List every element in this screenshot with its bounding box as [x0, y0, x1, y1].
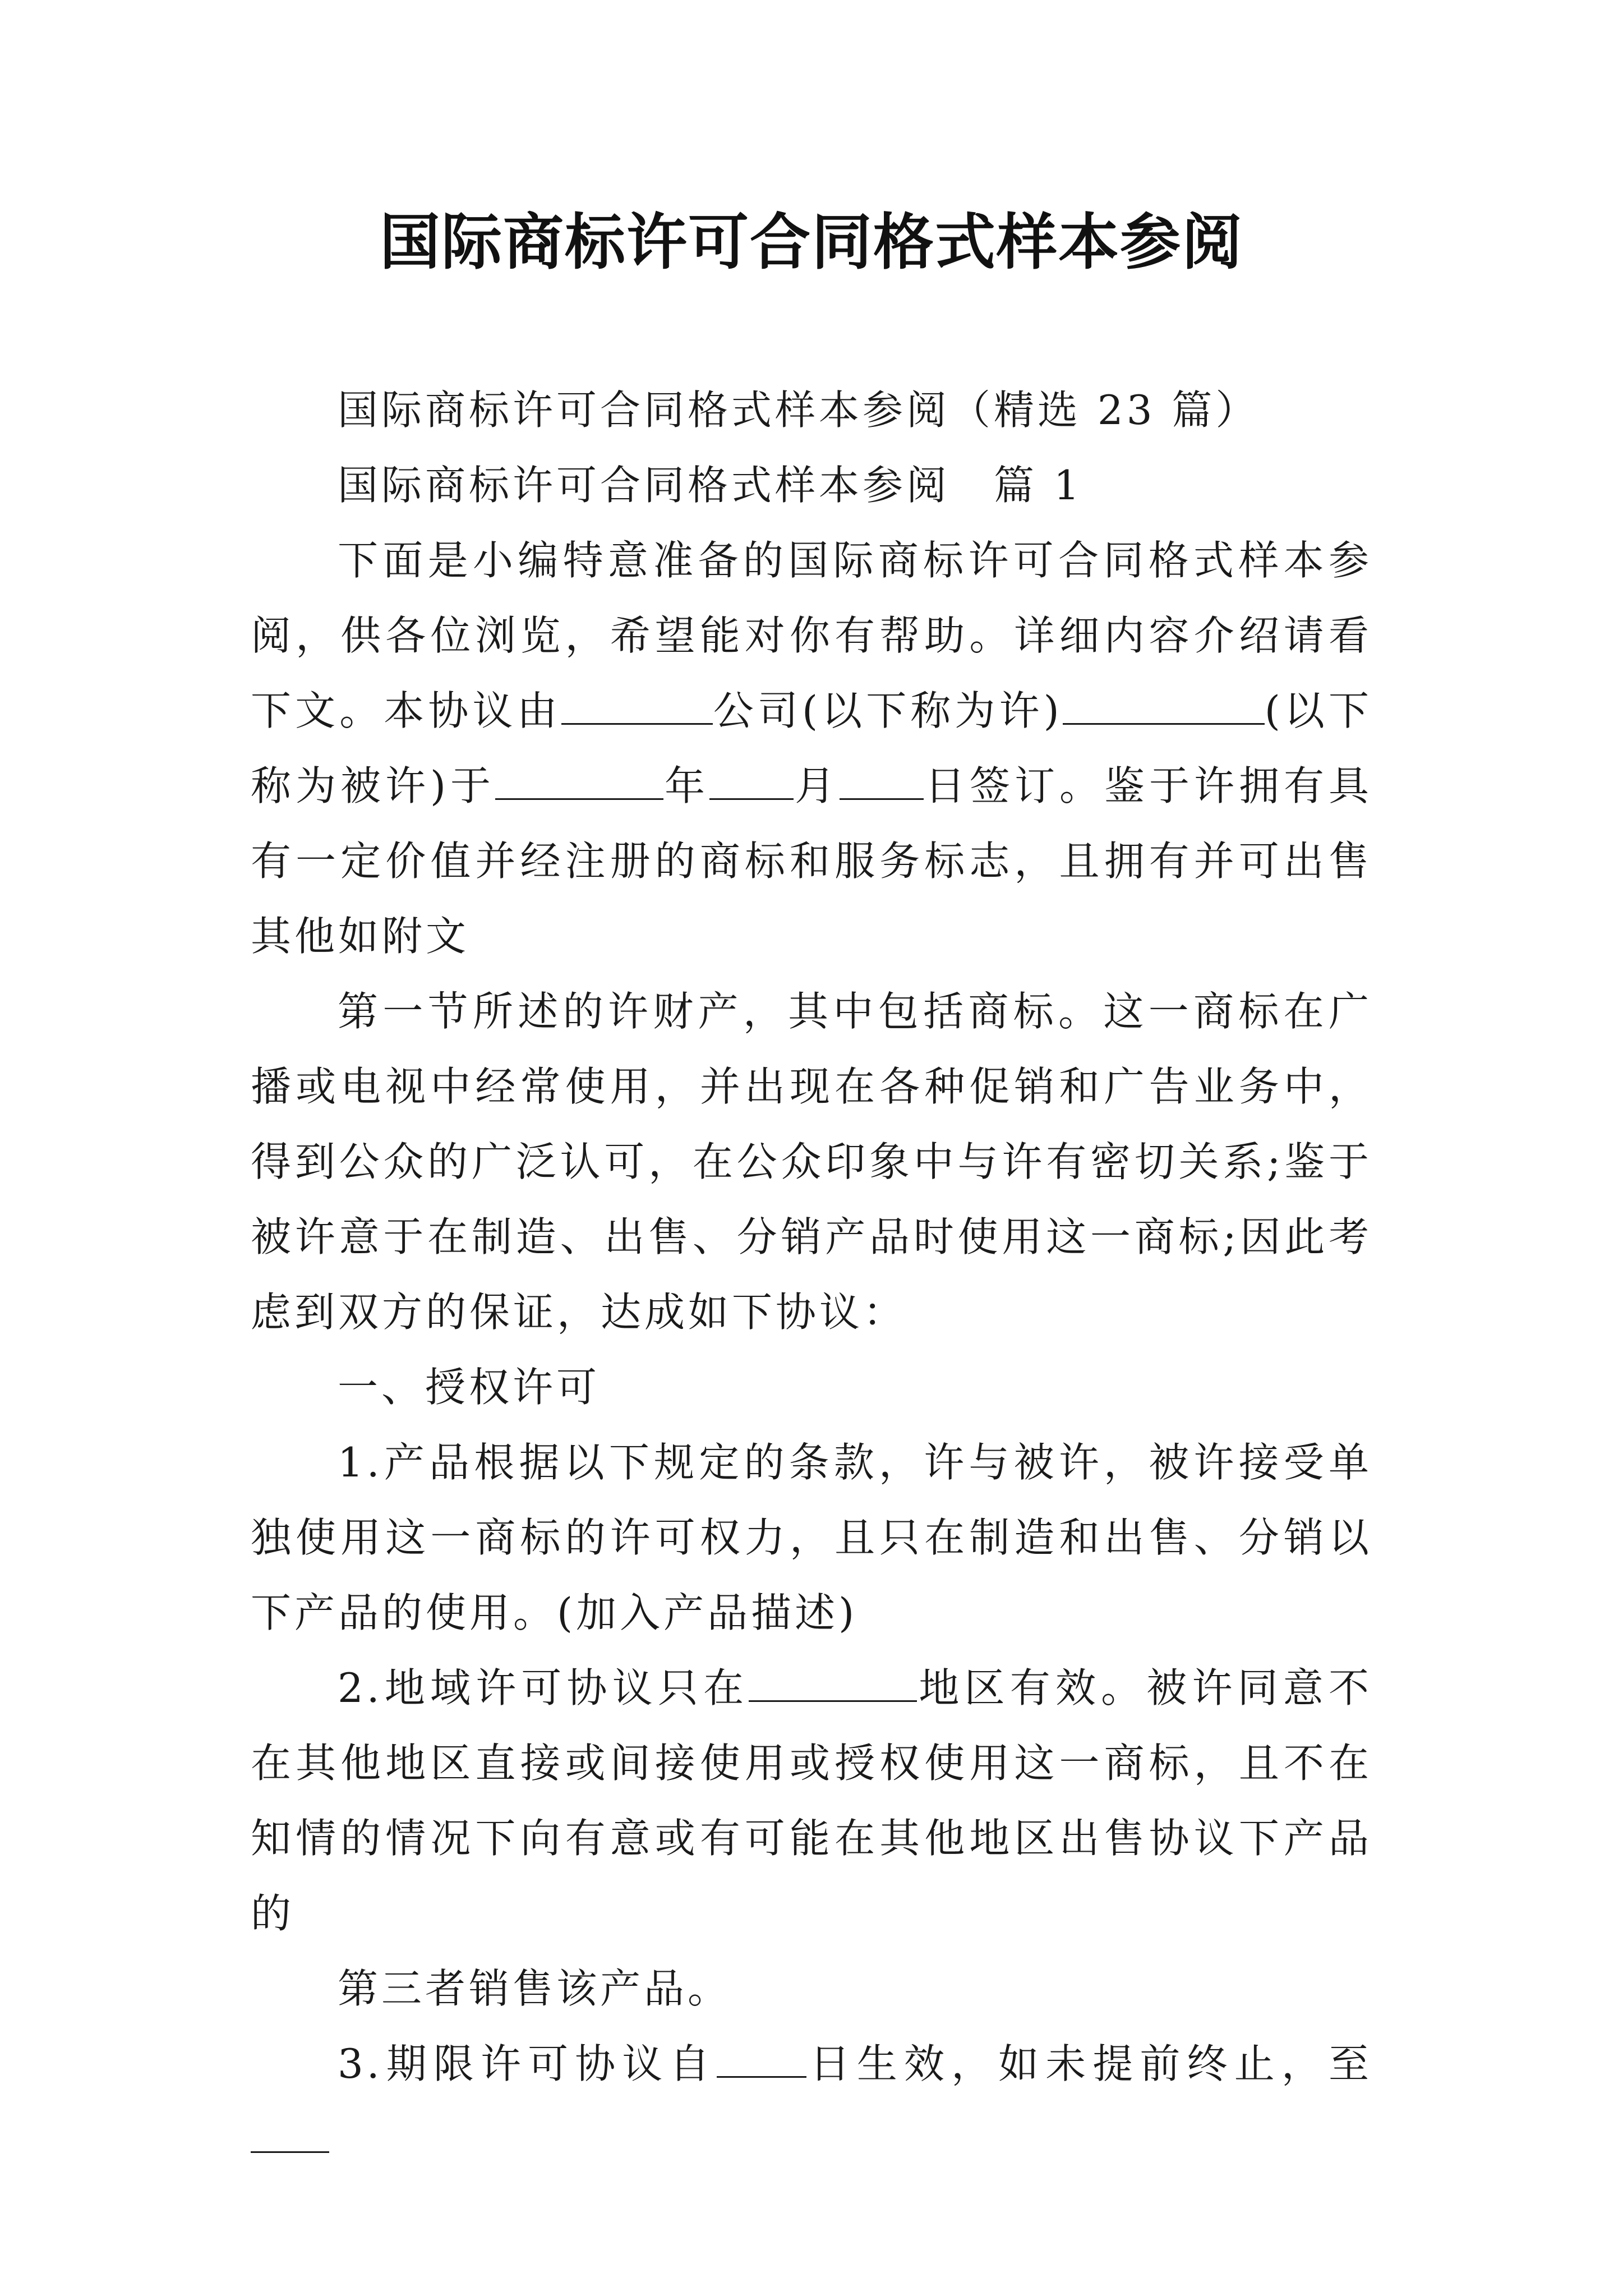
clause-territory — [251, 1650, 1372, 1951]
paragraph-intro — [251, 523, 1372, 974]
paragraph-text: 日生效，如未提前终止，至 — [806, 2040, 1372, 2087]
clause-term — [251, 2026, 1372, 2177]
blank-line — [561, 689, 713, 725]
paragraph-continuation: 第三者销售该产品。 — [338, 1965, 732, 2012]
document-title: 国际商标许可合同格式样本参阅 — [379, 208, 1243, 278]
clause-products: 1.产品根据以下规定的条款，许与被许，被许接受单独使用这一商标的许可权力，且只在制造和出售、分销以下产品的使用。(加入产品描述) — [251, 1439, 1372, 1636]
blank-line — [495, 765, 663, 800]
paragraph-text: (以下称为被许)于 — [251, 687, 1372, 809]
blank-line — [709, 765, 794, 800]
paragraph-text: 日签订。鉴于许拥有具有一定价值并经注册的商标和服务标志，且拥有并可出售其他如附文 — [251, 762, 1372, 960]
paragraph-text: 月 — [794, 762, 840, 809]
paragraph-text: 下面是小编特意准备的国际商标许可合同格式样本参阅，供各位浏览，希望能对你有帮助。详细内容介绍请看下文。本协议由 — [251, 537, 1372, 734]
blank-line — [749, 1667, 917, 1702]
section-heading: 国际商标许可合同格式样本参阅 篇 1 — [338, 462, 1083, 509]
paragraph-text: 地区有效。被许同意不在其他地区直接或间接使用或授权使用这一商标，且不在知情的情况下向有意或有可能在其他地区出售协议下产品的 — [251, 1664, 1372, 1937]
document-body — [251, 372, 1372, 2177]
paragraph-recitals: 第一节所述的许财产，其中包括商标。这一商标在广播或电视中经常使用，并出现在各种促销和广告业务中，得到公众的广泛认可，在公众印象中与许有密切关系;鉴于被许意于在制造、出售、分销产品时使用这一商标;因此考虑到双方的保证，达成如下协议： — [251, 988, 1372, 1336]
blank-line — [840, 765, 924, 800]
blank-line — [717, 2042, 806, 2078]
paragraph-text: 2.地域许可协议只在 — [338, 1664, 749, 1711]
paragraph-text: 公司(以下称为许) — [712, 687, 1063, 734]
clause-heading: 一、授权许可 — [338, 1364, 601, 1411]
paragraph-text: 年 — [663, 762, 710, 809]
blank-line — [251, 2118, 329, 2153]
paragraph-text: 3.期限许可协议自 — [338, 2040, 717, 2087]
blank-line — [1063, 689, 1265, 725]
document-subtitle: 国际商标许可合同格式样本参阅（精选 23 篇） — [338, 386, 1260, 434]
